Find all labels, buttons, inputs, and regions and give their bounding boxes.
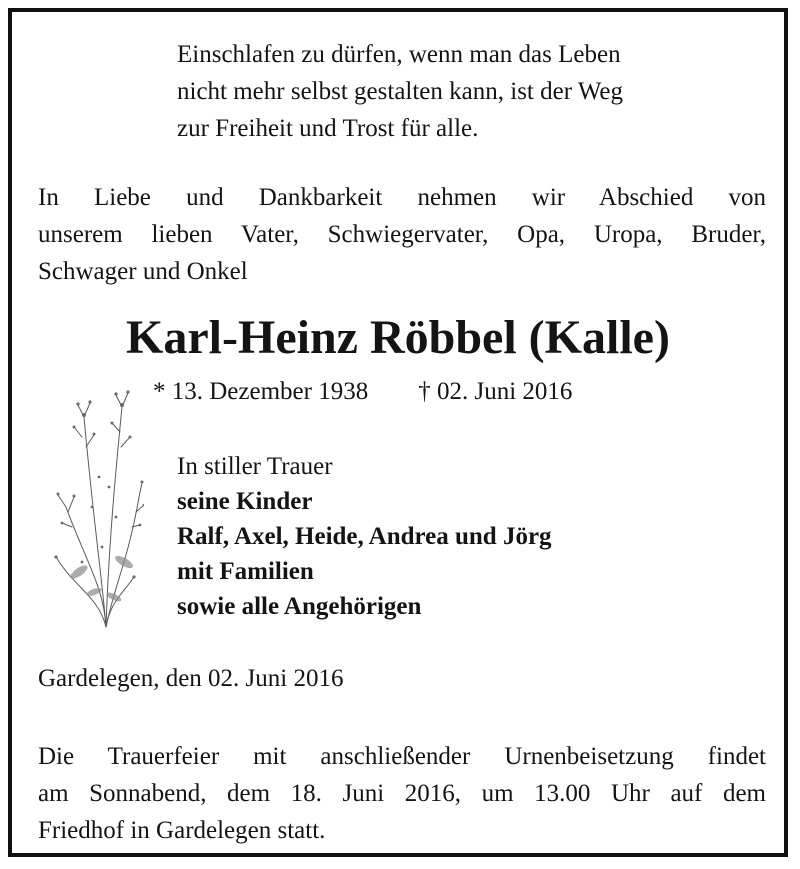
mourner-line: sowie alle Angehörigen [177, 593, 422, 620]
intro-line: Schwager und Onkel [38, 258, 248, 285]
quote-line: nicht mehr selbst gestalten kann, ist der Weg [177, 78, 624, 105]
quote-line: zur Freiheit und Trost für alle. [177, 115, 479, 142]
funeral-line: Die Trauerfeier mit anschließender Urnenbeisetzung findet [38, 743, 766, 770]
mourner-line: seine Kinder [177, 488, 313, 515]
funeral-line: am Sonnabend, dem 18. Juni 2016, um 13.00 Uhr auf dem [38, 780, 766, 807]
mourning-intro: In stiller Trauer [177, 453, 333, 480]
obituary-frame [8, 8, 788, 857]
funeral-line: Friedhof in Gardelegen statt. [38, 817, 326, 844]
birth-date: * 13. Dezember 1938 [153, 378, 369, 405]
grass-flower-icon [44, 387, 144, 632]
quote-line: Einschlafen zu dürfen, wenn man das Leben [177, 41, 621, 68]
place-date: Gardelegen, den 02. Juni 2016 [38, 665, 344, 692]
death-date: † 02. Juni 2016 [418, 378, 573, 405]
quote-block [177, 36, 737, 147]
life-dates [153, 375, 572, 409]
mourner-line: mit Familien [177, 558, 314, 585]
intro-line: In Liebe und Dankbarkeit nehmen wir Abschied von [38, 184, 766, 211]
intro-text [38, 179, 766, 290]
funeral-notice [38, 738, 766, 849]
mourner-line: Ralf, Axel, Heide, Andrea und Jörg [177, 523, 552, 550]
deceased-name: Karl-Heinz Röbbel (Kalle) [126, 311, 670, 364]
intro-line: unserem lieben Vater, Schwiegervater, Opa, Uropa, Bruder, [38, 221, 766, 248]
mourners-block [177, 449, 552, 624]
